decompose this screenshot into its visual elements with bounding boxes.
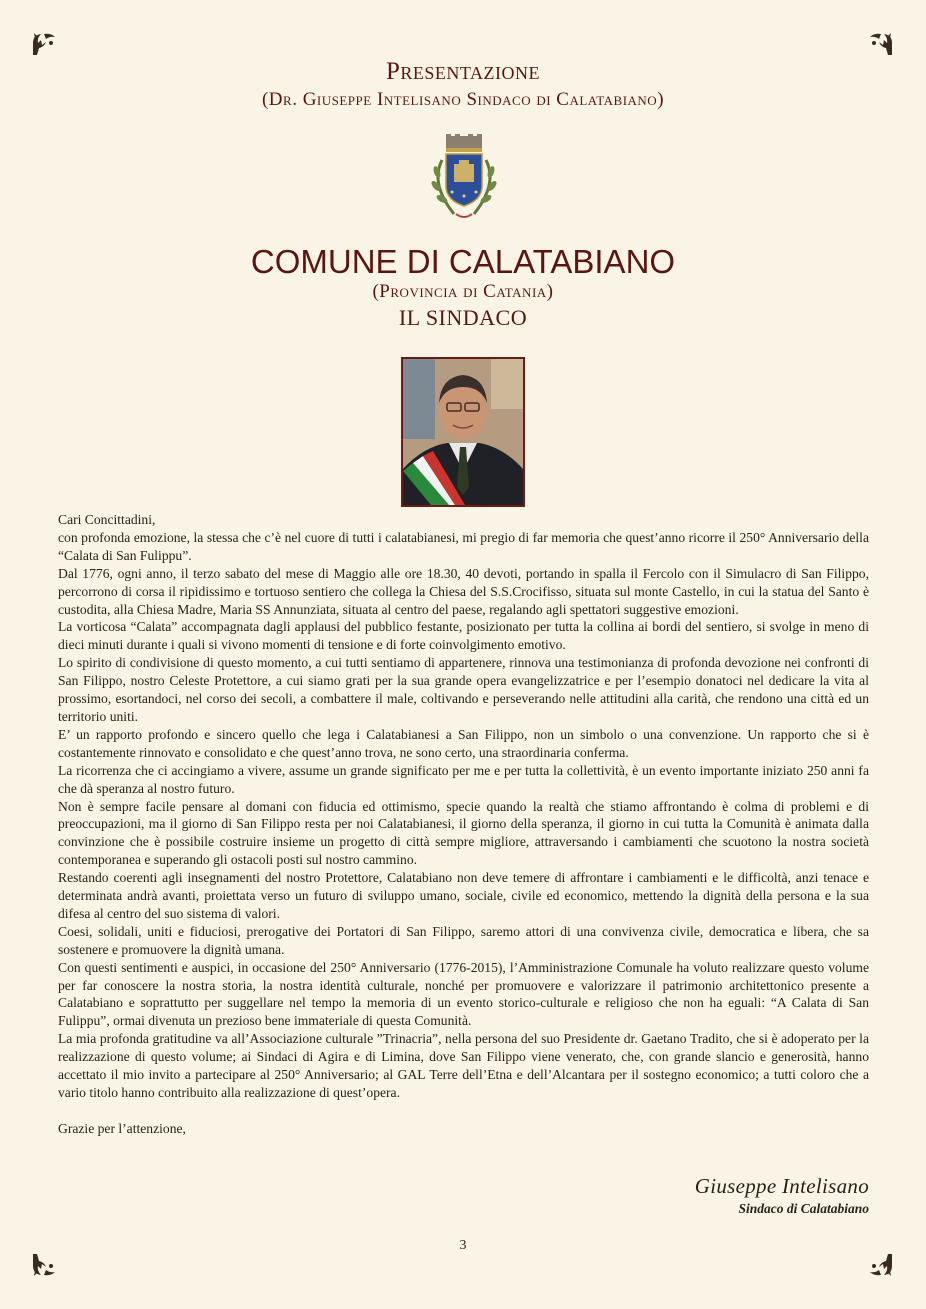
signature-name: Giuseppe Intelisano xyxy=(694,1174,869,1198)
corner-ornament-icon xyxy=(868,1252,894,1278)
paragraph: Dal 1776, ogni anno, il terzo sabato del mese di Maggio alle ore 18.30, 40 devoti, portando in spalla il Fercolo con il Simulacro di San Filippo, percorrono di corsa il ripidissimo e tortuoso sentiero che collega la Chiesa del S.S.Crocifisso, situata sul monte Castello, in cui la statua del Santo è custodita, alla Chiesa Madre, Maria SS Annunziata, situata al centro del paese, regalando agli spettatori suggestive emozioni. xyxy=(58,565,869,617)
paragraph: Non è sempre facile pensare al domani con fiducia ed ottimismo, specie quando la realtà che stiamo affrontando è colma di problemi e di preoccupazioni, ma il giorno di San Filippo resta per noi Calatabianesi, il giorno della speranza, il giorno in cui tutta la Comunità è animata dalla convinzione che è possibile costruire insieme un progetto di città sempre migliore, attraversando i cambiamenti che scuotono la nostra società contemporanea e superando gli ostacoli posti sul nostro cammino. xyxy=(58,798,869,868)
corner-ornament-icon xyxy=(31,31,57,57)
paragraph: La vorticosa “Calata” accompagnata dagli applausi del pubblico festante, posizionato per tutta la collina ai bordi del sentiero, si svolge in meno di dieci minuti durante i quali si vivono momenti di tensione e di forte coinvolgimento emotivo. xyxy=(58,619,869,653)
paragraph: Coesi, solidali, uniti e fiduciosi, prerogative dei Portatori di San Filippo, saremo attori di una convivenza civile, democratica e libera, che sa sostenere e promuovere la dignità umana. xyxy=(58,923,869,957)
paragraph: E’ un rapporto profondo e sincero quello che lega i Calatabianesi a San Filippo, non un simbolo o una convenzione. Un rapporto che si è costantemente rinnovato e consolidato e che quest’anno trova, ne sono certo, una straordinaria conferma. xyxy=(58,726,869,760)
paragraph: Restando coerenti agli insegnamenti del nostro Protettore, Calatabiano non deve temere di affrontare i cambiamenti e le difficoltà, anzi tenace e determinata andrà avanti, proiettata verso un futuro di sviluppo umano, sociale, civile ed economico, mettendo la dignità della persona e la sua difesa al centro del suo sistema di valori. xyxy=(58,870,869,921)
page-number: 3 xyxy=(459,1238,467,1253)
page-title: Presentazione xyxy=(386,58,540,85)
comune-heading: COMUNE DI CALATABIANO xyxy=(250,243,676,280)
paragraph: Con questi sentimenti e auspici, in occasione del 250° Anniversario (1776-2015), l’Amministrazione Comunale ha voluto realizzare questo volume per far conoscere la nostra storia, la nostra identità culturale, nonché per promuovere e valorizzare il patrimonio architettonico presente a Calatabiano e soprattutto per suggellare nel tempo la memoria di un evento storico-culturale e religioso che non ha eguali: “A Calata di San Fulippu”, ormai divenuta un prezioso bene immateriale di questa Comunità. xyxy=(58,959,869,1029)
corner-ornament-icon xyxy=(868,31,894,57)
signature-role: Sindaco di Calatabiano xyxy=(738,1201,869,1216)
paragraph: La mia profonda gratitudine va all’Associazione culturale ”Trinacria”, nella persona del suo Presidente dr. Gaetano Tradito, che si è adoperato per la realizzazione di questo volume; ai Sindaci di Agira e di Limina, dove San Filippo viene venerato, che, con grande slancio e generosità, hanno accettato il mio invito a partecipare al 250° Anniversario; al GAL Terre dell’Etna e dell’Alcantara per il sostegno economico; a tutti coloro che a vario titolo hanno contribuito alla realizzazione di quest’opera. xyxy=(58,1031,869,1100)
paragraph: Cari Concittadini, xyxy=(58,512,156,527)
provincia-heading: (Provincia di Catania) xyxy=(372,281,554,302)
paragraph: La ricorrenza che ci accingiamo a vivere, assume un grande significato per me e per tutta la collettività, è un evento importante iniziato 250 anni fa che dà speranza al nostro futuro. xyxy=(58,762,869,796)
corner-ornament-icon xyxy=(31,1252,57,1278)
paragraph: Lo spirito di condivisione di questo momento, a cui tutti sentiamo di appartenere, rinnova una testimonianza di profonda devozione nei confronti di San Filippo, nostro Celeste Protettore, a cui siamo grati per la sua grande opera evangelizzatrice e per l’esempio donatoci nel dedicare la vita al prossimo, esortandoci, nel corso dei secoli, a combattere il male, coltivando e perseverando nelle attitudini alla carità, che rendono una città ed un territorio uniti. xyxy=(58,655,869,724)
closing-line: Grazie per l’attenzione, xyxy=(58,1120,186,1136)
sindaco-heading: IL SINDACO xyxy=(398,305,528,330)
paragraph: con profonda emozione, la stessa che c’è nel cuore di tutti i calatabianesi, mi pregio di far memoria che quest’anno ricorre il 250° Anniversario della “Calata di San Fulippu”. xyxy=(58,529,869,563)
signature-block xyxy=(695,1174,869,1217)
mayor-portrait xyxy=(401,357,525,507)
letter-body xyxy=(58,511,869,1138)
coat-of-arms-icon xyxy=(424,134,504,226)
page-subtitle: (Dr. Giuseppe Intelisano Sindaco di Calatabiano) xyxy=(261,89,665,110)
